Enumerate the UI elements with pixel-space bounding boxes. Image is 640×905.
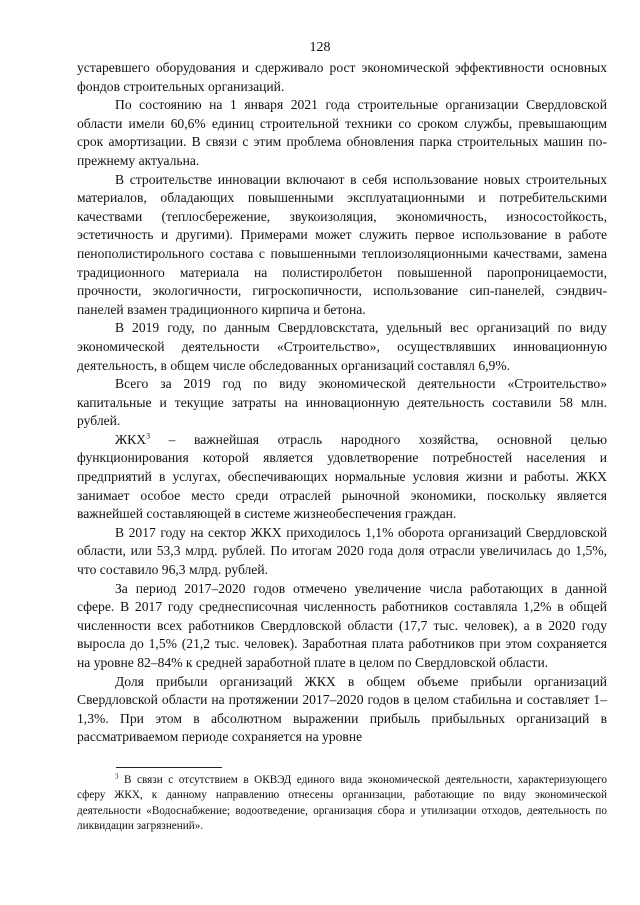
footnote-text: В связи с отсутствием в ОКВЭД единого вида экономической деятельности, характеризующего сферу ЖКХ, к данному направлению отнесены организации, работающие по виду экономической деятельности «Водоснабжение; водоотведение, организация сбора и утилизации отходов, деятельность по ликвидации загрязнений». [77,774,607,833]
footnote [77,773,607,835]
paragraph-3: В строительстве инновации включают в себя использование новых строительных материалов, обладающих повышенными эксплуатационными и потребительскими качествами (теплосбережение, звукоизоляция, экономичность, износостойкость, эстетичность и другими). Примерами может служить первое использование в работе пенополистирольного состава с повышенными теплоизоляционными качествами, замена традиционного материала на полистиролбетон повышенной паропроницаемости, прочности, экологичности, гигроскопичности, использование сип-панелей, сэндвич-панелей взамен традиционного кирпича и бетона. [77,171,607,317]
footnote-reference: 3 [146,431,151,441]
paragraph-4: В 2019 году, по данным Свердловскстата, удельный вес организаций по виду экономической деятельности «Строительство», осуществлявших инновационную деятельность, в общем числе обследованных организаций составлял 6,9%. [77,320,607,373]
paragraph-9: Доля прибыли организаций ЖКХ в общем объеме прибыли организаций Свердловской области на протяжении 2017–2020 годов в целом стабильна и составляет 1–1,3%. При этом в абсолютном выражении прибыль прибыльных организаций в рассматриваемом периоде сохраняется на уровне [77,673,607,745]
paragraph-6-body: – важнейшая отрасль народного хозяйства, основной целью функционирования которой является удовлетворение потребностей населения и предприятий в услугах, обеспечивающих нормальные условия жизни и работы. ЖКХ занимает особое место среди отраслей рыночной экономики, поскольку является важнейшей составляющей в системе жизнеобеспечения граждан. [77,431,607,522]
footnote-marker: 3 [115,772,119,781]
body-text [77,59,607,747]
footnote-divider [116,767,222,768]
paragraph-6-lead: ЖКХ [115,431,147,447]
paragraph-5: Всего за 2019 год по виду экономической деятельности «Строительство» капитальные и текущие затраты на инновационную деятельность составили 58 млн. рублей. [77,376,607,429]
paragraph-7: В 2017 году на сектор ЖКХ приходилось 1,1% оборота организаций Свердловской области, или 53,3 млрд. рублей. По итогам 2020 года доля отрасли увеличилась до 1,5%, что составило 96,3 млрд. рублей. [77,524,607,578]
paragraph-8: За период 2017–2020 годов отмечено увеличение числа работающих в данной сфере. В 2017 году среднесписочная численность работников составляла 1,2% в общей численности всех работников Свердловской области (17,7 тыс. человек), а в 2020 году выросла до 1,5% (21,2 тыс. человек). Заработная плата работников при этом сохраняется на уровне 82–84% к средней заработной плате в целом по Свердловской области. [77,580,607,670]
page-number: 128 [309,40,331,55]
paragraph-2: По состоянию на 1 января 2021 года строительные организации Свердловской области имели 60,6% единиц строительной техники со сроком службы, превышающим срок амортизации. В связи с этим проблема обновления парка строительных машин по-прежнему актуальна. [77,97,607,168]
paragraph-1: устаревшего оборудования и сдерживало рост экономической эффективности основных фондов строительных организаций. [77,60,607,94]
paragraph-6 [77,431,607,524]
